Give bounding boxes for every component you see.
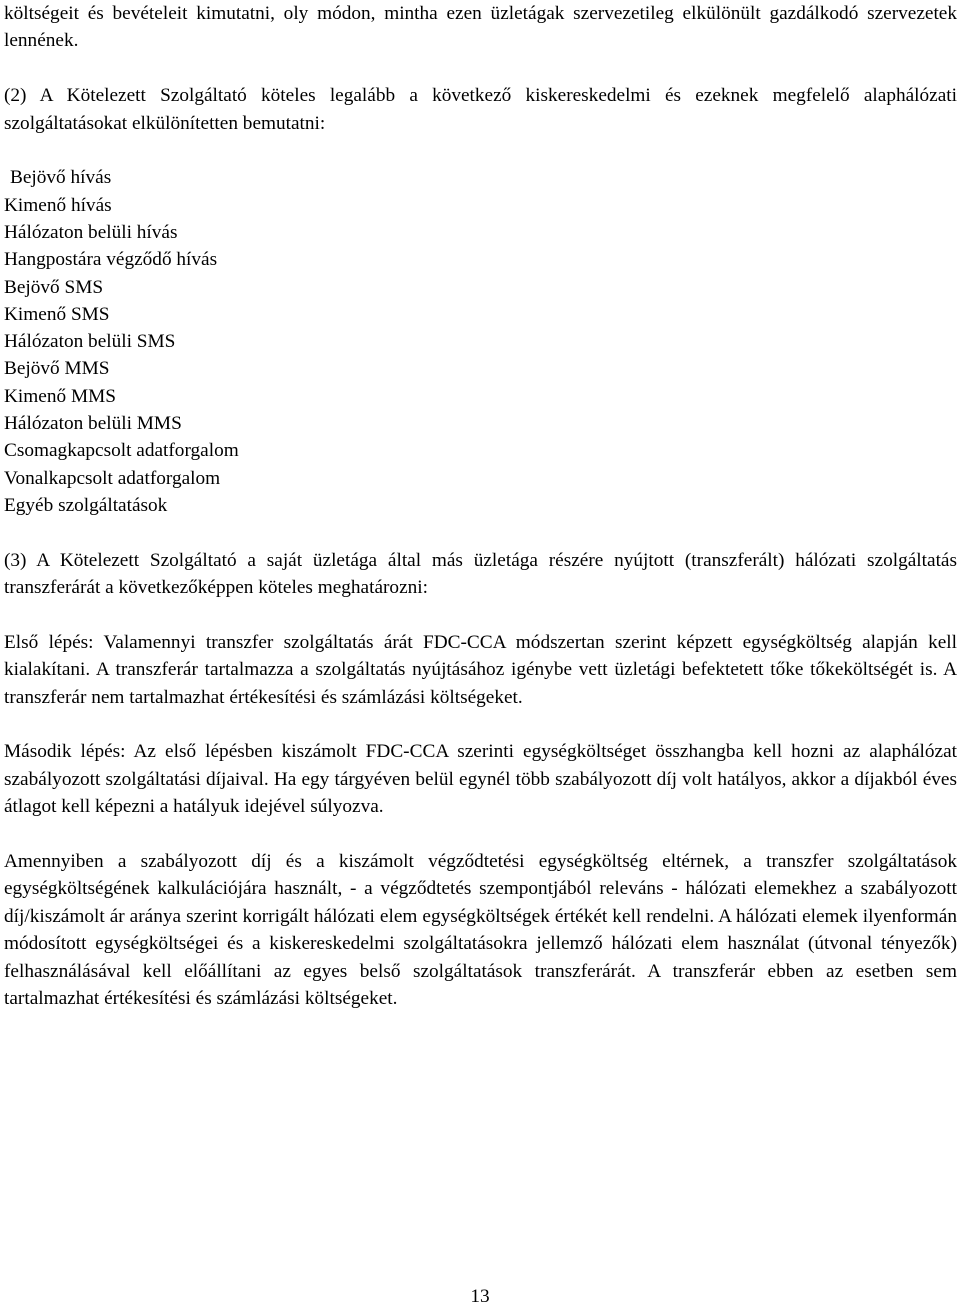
list-item: Egyéb szolgáltatások xyxy=(4,494,168,516)
intro-paragraph: költségeit és bevételeit kimutatni, oly módon, mintha ezen üzletágak szervezetileg elkülönült gazdálkodó szervezetek lennének. xyxy=(4,3,957,52)
section-2-paragraph: (2) A Kötelezett Szolgáltató köteles legalább a következő kiskereskedelmi és ezeknek megfelelő alaphálózati szolgáltatásokat elkülönítetten bemutatni: xyxy=(4,85,957,134)
list-item: Hálózaton belüli MMS xyxy=(4,413,182,435)
list-item: Bejövő SMS xyxy=(4,276,104,298)
list-item: Kimenő hívás xyxy=(4,194,112,216)
list-item: Bejövő hívás xyxy=(10,167,112,189)
second-step-paragraph: Második lépés: Az első lépésben kiszámolt FDC-CCA szerinti egységköltséget összhangba kell hozni az alaphálózat szabályozott szolgáltatási díjaival. Ha egy tárgyéven belül egynél több szabályozott díj volt hatályos, akkor a díjakból éves átlagot kell képezni a hatályuk idejével súlyozva. xyxy=(4,741,957,818)
list-item: Kimenő MMS xyxy=(4,385,116,407)
list-item: Hálózaton belüli hívás xyxy=(4,222,178,243)
list-item: Vonalkapcsolt adatforgalom xyxy=(4,467,221,489)
service-list xyxy=(4,164,957,519)
list-item: Bejövő MMS xyxy=(4,358,110,380)
page-number: 13 xyxy=(470,1286,490,1307)
list-item: Hangpostára végződő hívás xyxy=(4,249,218,271)
first-step-paragraph: Első lépés: Valamennyi transzfer szolgáltatás árát FDC-CCA módszertan szerint képzett egységköltség alapján kell kialakítani. A transzferár tartalmazza a szolgáltatás nyújtásához igénybe vett üzletági befektetett tőke tőkeköltségét is. A transzferár nem tartalmazhat értékesítési és számlázási költségeket. xyxy=(4,631,957,708)
list-item: Kimenő SMS xyxy=(4,303,110,325)
page-body xyxy=(4,0,957,1013)
closing-paragraph: Amennyiben a szabályozott díj és a kiszámolt végződtetési egységköltség eltérnek, a transzfer szolgáltatások egységköltségének kalkulációjára használt, - a végződtetés szempontjából releváns - hálózati elemekhez a szabályozott díj/kiszámolt ár aránya szerint korrigált hálózati elem egységköltségek értékét kell rendelni. A hálózati elemek ilyenformán módosított egységköltségei és a kiskereskedelmi szolgáltatásokra jellemző hálózati elem használat (útvonal tényezők) felhasználásával kell előállítani az egyes belső szolgáltatások transzferárát. A transzferár ebben az esetben sem tartalmazhat értékesítési és számlázási költségeket. xyxy=(4,851,957,1010)
section-3-paragraph: (3) A Kötelezett Szolgáltató a saját üzletága által más üzletága részére nyújtott (transzferált) hálózati szolgáltatás transzferárát a következőképpen köteles meghatározni: xyxy=(4,549,957,599)
list-item: Hálózaton belüli SMS xyxy=(4,331,176,353)
list-item: Csomagkapcsolt adatforgalom xyxy=(4,440,239,462)
